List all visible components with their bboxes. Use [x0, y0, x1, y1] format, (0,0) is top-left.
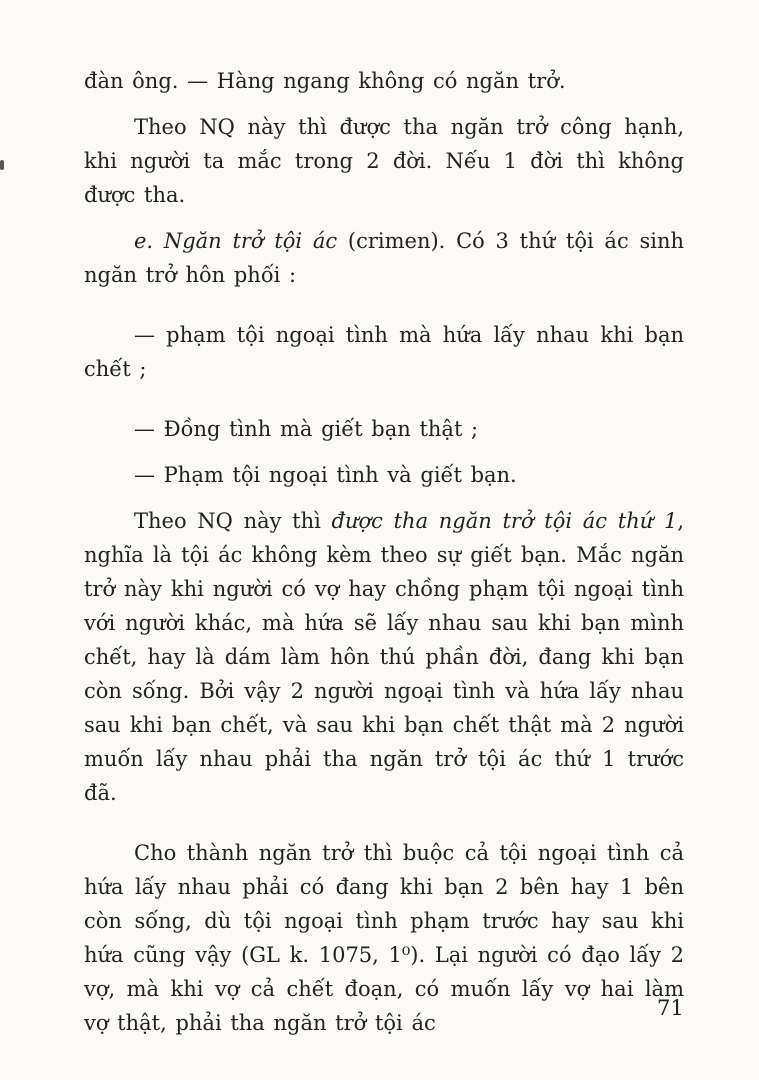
body-text	[84, 64, 684, 1052]
text-segment: Theo NQ này thì	[134, 509, 332, 533]
section-heading-italic: e. Ngăn trở tội ác	[134, 229, 338, 253]
text-segment: Cho thành ngăn trở thì buộc cả tội ngoại tình cả hứa lấy nhau phải có đang khi bạn 2 bên hay 1 bên còn sống, dù tội ngoại tình phạm trước hay sau khi hứa cũng vậy (GL k. 1075, 1⁰). Lại người có đạo lấy 2 vợ, mà khi vợ cả chết đoạn, có muốn lấy vợ hai làm vợ thật, phải tha ngăn trở tội ác	[84, 841, 684, 1035]
paragraph-dispensation-public-honesty	[84, 110, 684, 212]
text-segment: đàn ông. — Hàng ngang không có ngăn trở.	[84, 69, 566, 93]
text-segment: — phạm tội ngoại tình mà hứa lấy nhau khi bạn chết ;	[84, 323, 684, 381]
text-segment: (crimen). Có 3 thứ tội ác sinh ngăn trở hôn phối :	[84, 229, 684, 287]
list-item-crime-3	[84, 458, 684, 492]
paragraph-crimen-heading	[84, 224, 684, 292]
page-number: 71	[657, 996, 684, 1020]
text-segment: Theo NQ này thì được tha ngăn trở công hạnh, khi người ta mắc trong 2 đời. Nếu 1 đời thì không được tha.	[84, 115, 684, 207]
text-segment: , nghĩa là tội ác không kèm theo sự giết bạn. Mắc ngăn trở này khi người có vợ hay chồng phạm tội ngoại tình với người khác, mà hứa sẽ lấy nhau sau khi bạn mình chết, hay là dám làm hôn thú phần đời, đang khi bạn còn sống. Bởi vậy 2 người ngoại tình và hứa lấy nhau sau khi bạn chết, và sau khi bạn chết thật mà 2 người muốn lấy nhau phải tha ngăn trở tội ác thứ 1 trước đã.	[84, 509, 684, 805]
text-segment: — Đồng tình mà giết bạn thật ;	[134, 417, 479, 441]
page-edge-mark	[0, 160, 4, 170]
paragraph-conditions	[84, 836, 684, 1040]
list-item-crime-1	[84, 318, 684, 386]
paragraph-dispensation-crime	[84, 504, 684, 810]
list-item-crime-2	[84, 412, 684, 446]
paragraph-continuation	[84, 64, 684, 98]
text-segment: — Phạm tội ngoại tình và giết bạn.	[134, 463, 517, 487]
emphasis-italic: được tha ngăn trở tội ác thứ 1	[331, 509, 678, 533]
